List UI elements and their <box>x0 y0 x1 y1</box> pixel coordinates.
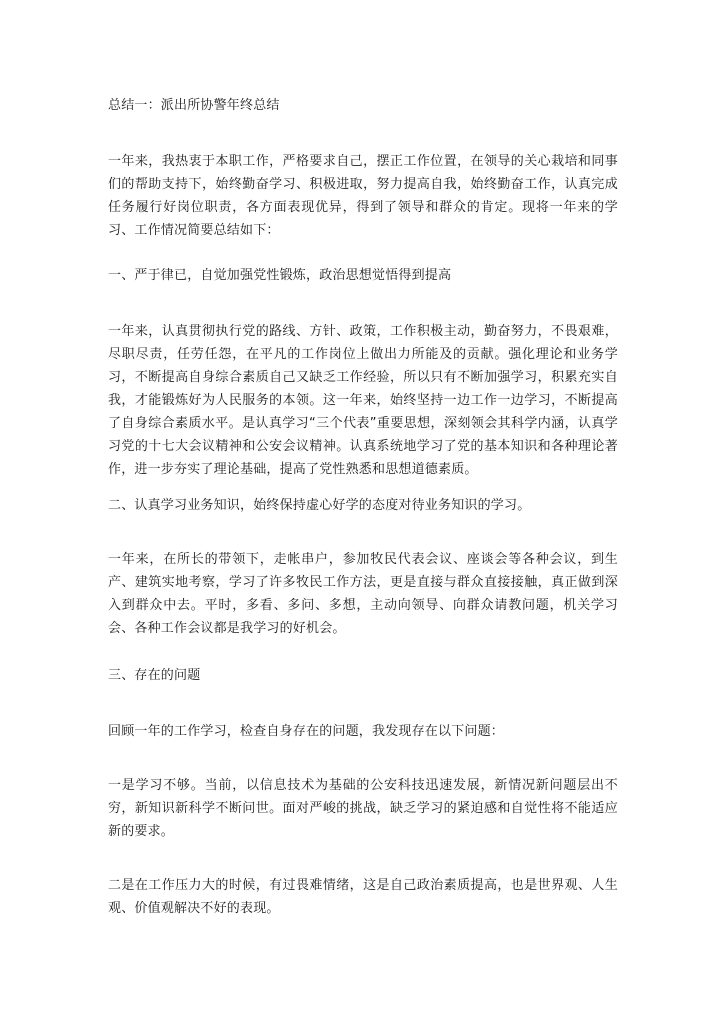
section2-heading: 二、认真学习业务知识，始终保持虚心好学的态度对待业务知识的学习。 <box>108 498 531 513</box>
problem1-paragraph: 一是学习不够。当前，以信息技术为基础的公安科技迅速发展，新情况新问题层出不穷，新知识新科学不断问世。面对严峻的挑战，缺乏学习的紧迫感和自觉性将不能适应新的要求。 <box>108 778 618 839</box>
section1-heading: 一、严于律已，自觉加强党性锻炼，政治思想觉悟得到提高 <box>108 268 452 283</box>
section2-paragraph: 一年来，在所长的带领下，走帐串户，参加牧民代表会议、座谈会等各种会议，到生产、建筑实地考察，学习了许多牧民工作方法，更是直接与群众直接接触，真正做到深入到群众中去。平时，多看、多问、多想，主动向领导、向群众请教问题，机关学习会、各种工作会议都是我学习的好机会。 <box>108 552 618 636</box>
document-title: 总结一：派出所协警年终总结 <box>108 98 280 113</box>
intro-paragraph: 一年来，我热衷于本职工作，严格要求自己，摆正工作位置，在领导的关心栽培和同事们的帮助支持下，始终勤奋学习、积极进取，努力提高自我，始终勤奋工作，认真完成任务履行好岗位职责，各方面表现优异，得到了领导和群众的肯定。现将一年来的学习、工作情况简要总结如下： <box>108 154 618 238</box>
problem2-paragraph: 二是在工作压力大的时候，有过畏难情绪，这是自己政治素质提高，也是世界观、人生观、价值观解决不好的表现。 <box>108 878 618 916</box>
section3-intro-paragraph: 回顾一年的工作学习，检查自身存在的问题，我发现存在以下问题： <box>108 724 505 739</box>
section3-heading: 三、存在的问题 <box>108 668 201 683</box>
section1-paragraph: 一年来，认真贯彻执行党的路线、方针、政策，工作积极主动，勤奋努力，不畏艰难，尽职尽责，任劳任怨，在平凡的工作岗位上做出力所能及的贡献。强化理论和业务学习，不断提高自身综合素质自己又缺乏工作经验，所以只有不断加强学习，积累充实自我，才能锻炼好为人民服务的本领。这一年来，始终坚持一边工作一边学习，不断提高了自身综合素质水平。是认真学习“三个代表”重要思想，深刻领会其科学内涵，认真学习党的十七大会议精神和公安会议精神。认真系统地学习了党的基本知识和各种理论著作，进一步夯实了理论基础，提高了党性熟悉和思想道德素质。 <box>108 324 618 477</box>
